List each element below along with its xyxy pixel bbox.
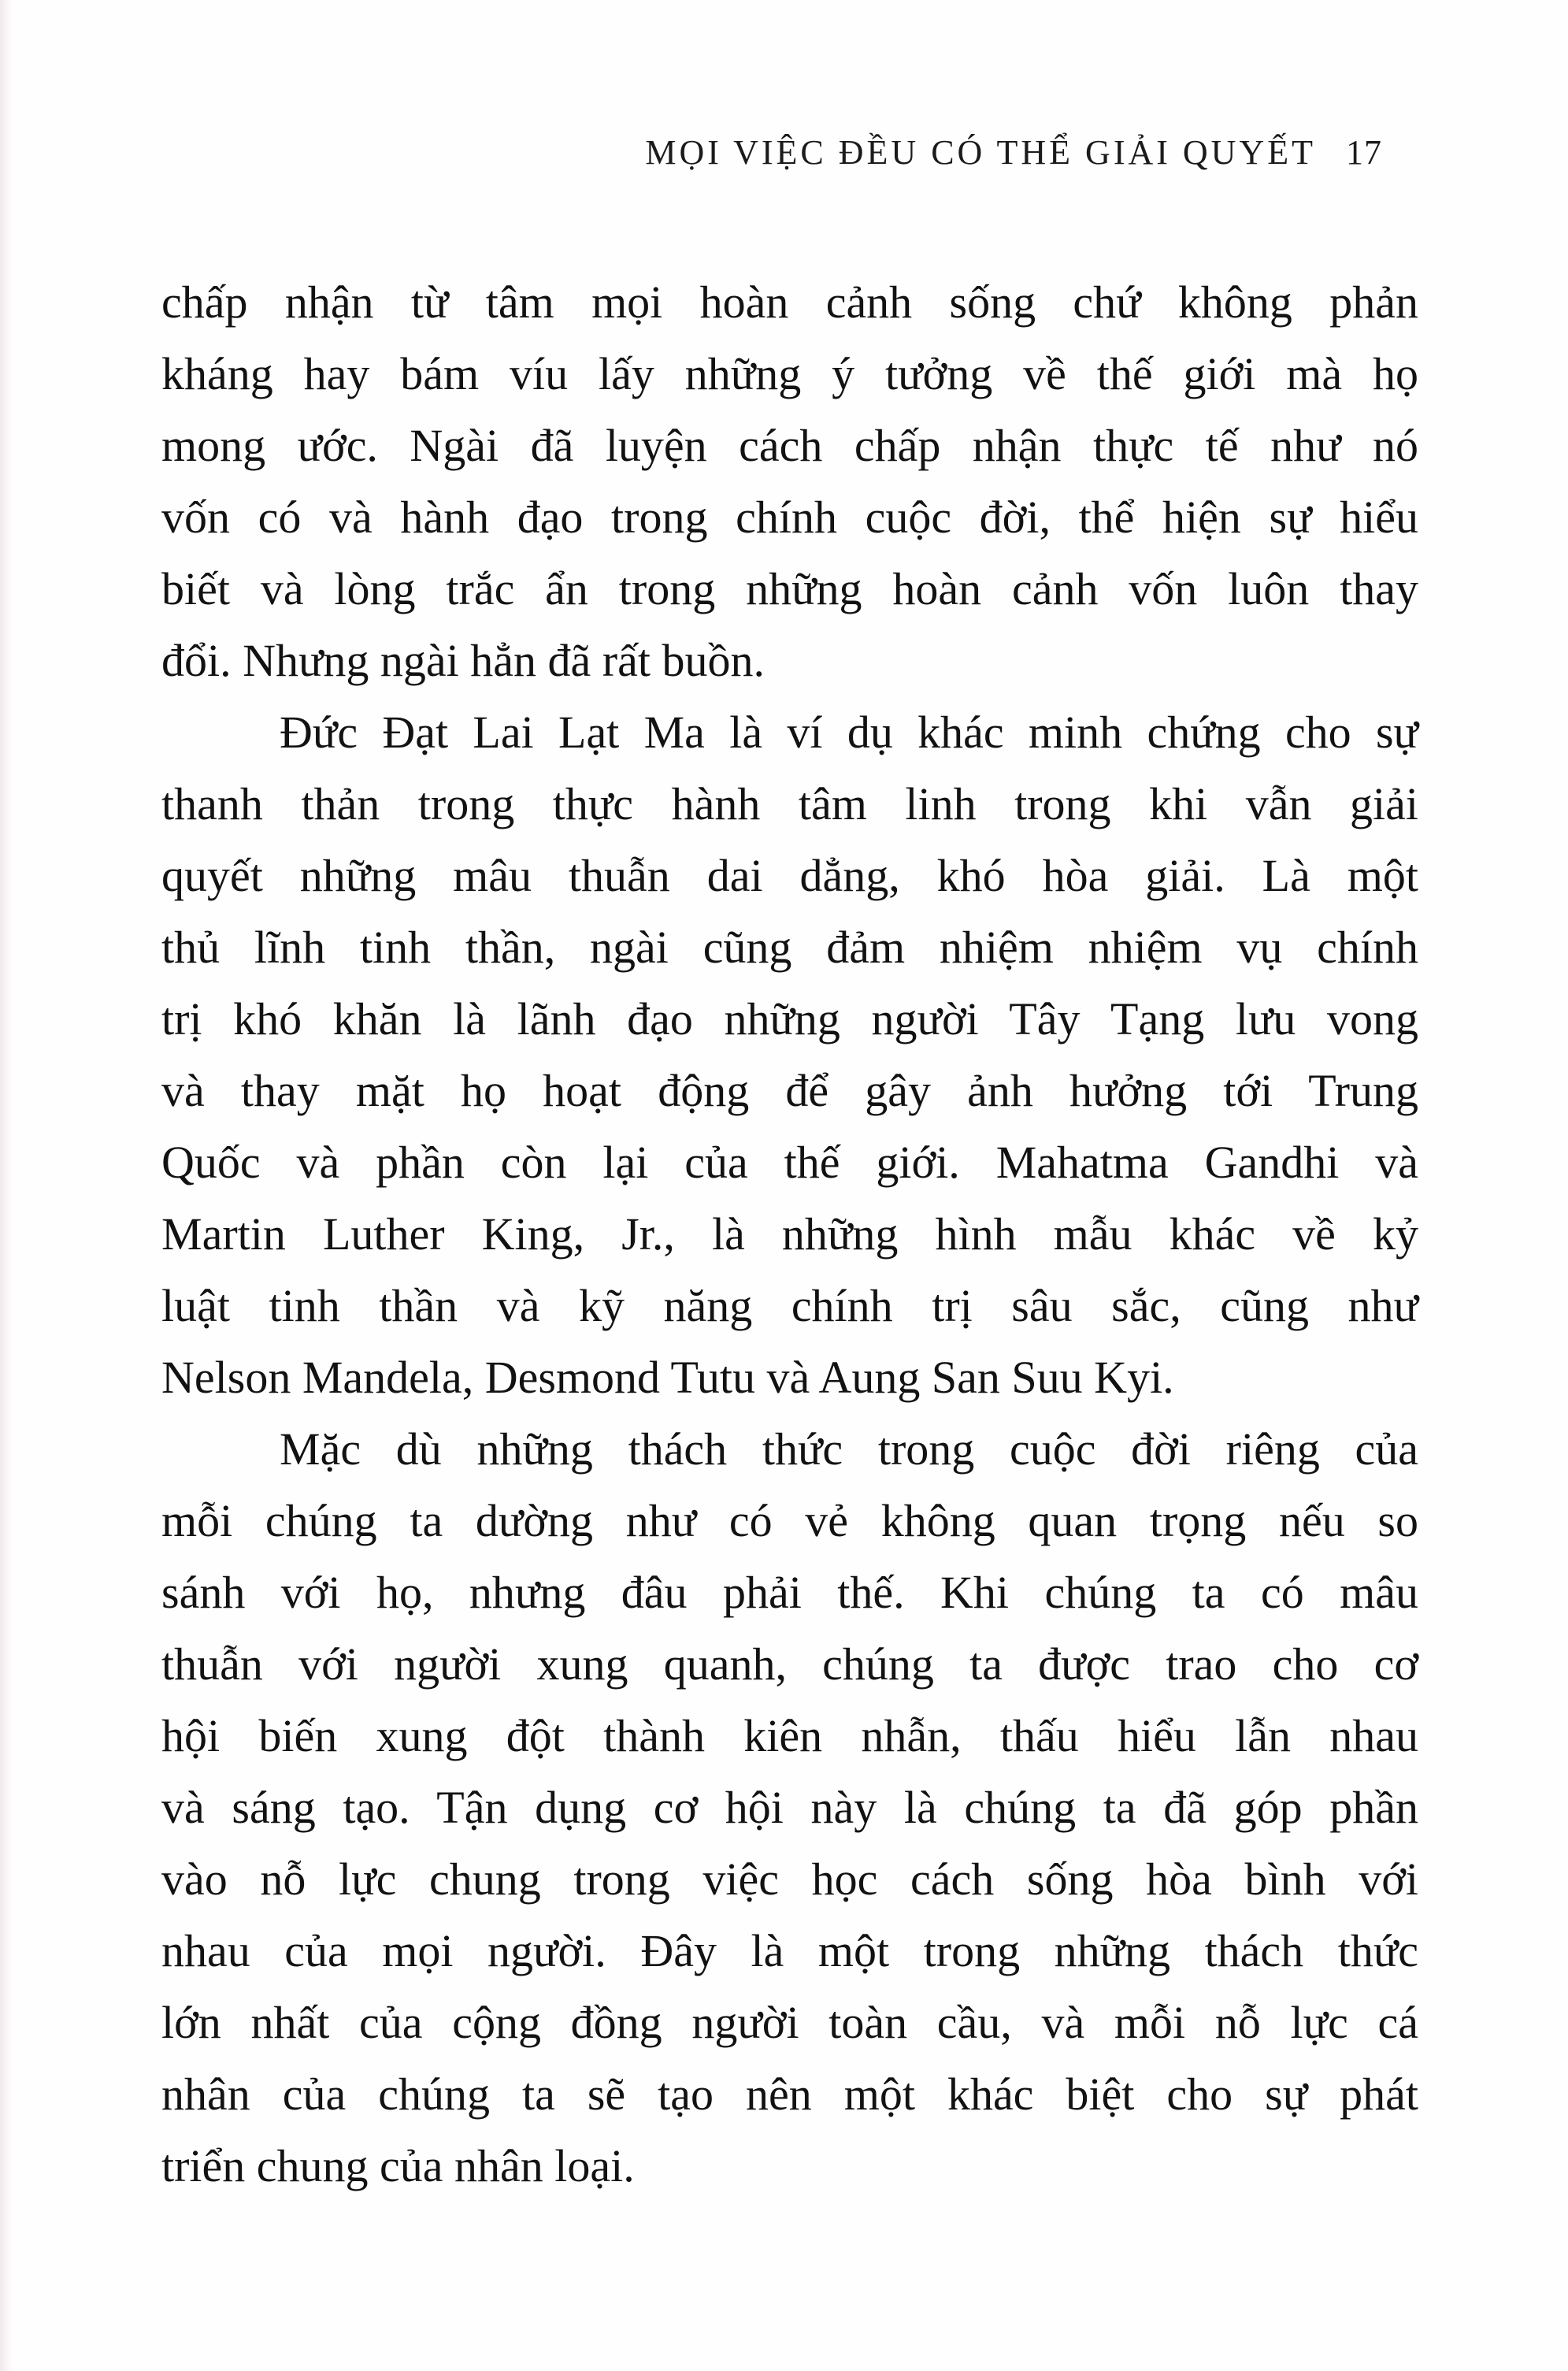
text-line: lớn nhất của cộng đồng người toàn cầu, và mỗi nỗ lực cá (161, 1997, 1418, 2048)
text-line: vốn có và hành đạo trong chính cuộc đời, thể hiện sự hiểu (161, 492, 1418, 543)
text-line: kháng hay bám víu lấy những ý tưởng về thế giới mà họ (161, 348, 1418, 399)
text-line: mong ước. Ngài đã luyện cách chấp nhận thực tế như nó (161, 420, 1418, 471)
text-line: hội biến xung đột thành kiên nhẫn, thấu hiểu lẫn nhau (161, 1710, 1418, 1761)
body-text (161, 266, 1418, 2202)
text-line: biết và lòng trắc ẩn trong những hoàn cảnh vốn luôn thay (161, 563, 1418, 614)
text-line: Mặc dù những thách thức trong cuộc đời riêng của (280, 1423, 1418, 1475)
text-line: trị khó khăn là lãnh đạo những người Tây Tạng lưu vong (161, 993, 1418, 1045)
text-line: và thay mặt họ hoạt động để gây ảnh hưởng tới Trung (161, 1065, 1418, 1116)
text-line: đổi. Nhưng ngài hẳn đã rất buồn. (161, 635, 765, 686)
text-line: Đức Đạt Lai Lạt Ma là ví dụ khác minh chứng cho sự (280, 707, 1418, 758)
text-line: Martin Luther King, Jr., là những hình mẫu khác về kỷ (161, 1208, 1418, 1260)
text-line: mỗi chúng ta dường như có vẻ không quan trọng nếu so (161, 1495, 1418, 1546)
running-header (0, 132, 1382, 173)
text-line: nhân của chúng ta sẽ tạo nên một khác biệt cho sự phát (161, 2069, 1418, 2120)
page-number: 17 (1346, 133, 1382, 172)
scan-edge-artifact (0, 0, 13, 2371)
chapter-title: MỌI VIỆC ĐỀU CÓ THỂ GIẢI QUYẾT (645, 133, 1316, 172)
text-line: thanh thản trong thực hành tâm linh trong khi vẫn giải (161, 778, 1418, 829)
text-line: nhau của mọi người. Đây là một trong những thách thức (161, 1925, 1418, 1976)
text-line: chấp nhận từ tâm mọi hoàn cảnh sống chứ không phản (161, 276, 1418, 328)
text-line: sánh với họ, nhưng đâu phải thế. Khi chúng ta có mâu (161, 1567, 1418, 1618)
text-line: và sáng tạo. Tận dụng cơ hội này là chúng ta đã góp phần (161, 1782, 1418, 1833)
text-line: Nelson Mandela, Desmond Tutu và Aung San Suu Kyi. (161, 1352, 1174, 1403)
text-line: quyết những mâu thuẫn dai dẳng, khó hòa giải. Là một (161, 850, 1418, 901)
text-line: thuẫn với người xung quanh, chúng ta được trao cho cơ (161, 1638, 1418, 1690)
text-line: vào nỗ lực chung trong việc học cách sống hòa bình với (161, 1853, 1418, 1905)
text-line: thủ lĩnh tinh thần, ngài cũng đảm nhiệm nhiệm vụ chính (161, 922, 1418, 973)
text-line: luật tinh thần và kỹ năng chính trị sâu sắc, cũng như (161, 1280, 1418, 1331)
text-line: Quốc và phần còn lại của thế giới. Mahatma Gandhi và (161, 1137, 1418, 1188)
text-line: triển chung của nhân loại. (161, 2140, 635, 2191)
